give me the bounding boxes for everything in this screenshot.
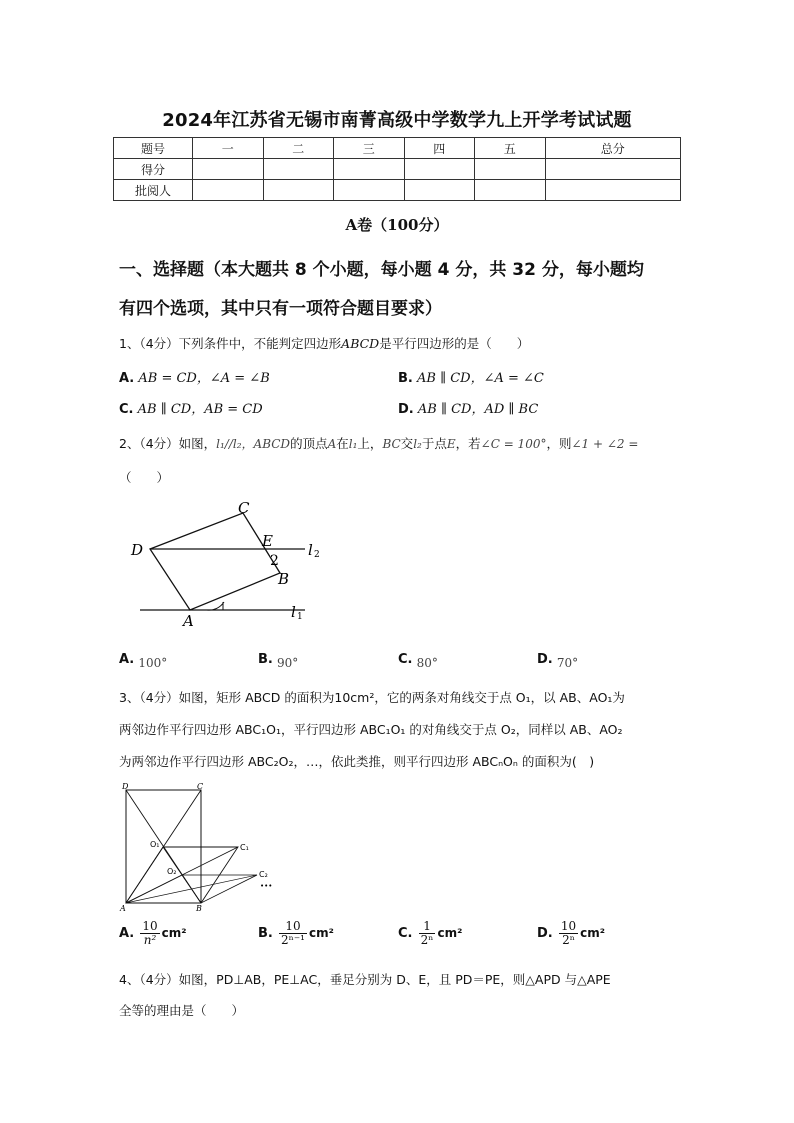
q2-option-b[interactable] [258, 652, 299, 670]
reviewer-cell [263, 180, 334, 201]
q2-text: 2、（4分）如图， [119, 436, 217, 451]
fig-label-b: B [196, 904, 202, 913]
q2-text: 上， [357, 436, 383, 451]
fig-label-a: A [183, 612, 194, 630]
fig-label-l2-sub: 2 [314, 550, 320, 560]
section-heading-line2: 有四个选项，其中只有一项符合题目要求） [119, 299, 442, 319]
header-cell: 总分 [545, 138, 681, 159]
q3-figure [118, 780, 283, 915]
question-3-line3: 为两邻边作平行四边形 ABC₂O₂，…，依此类推，则平行四边形 ABCₙOₙ 的面积为( ) [119, 754, 595, 769]
header-cell: 题号 [114, 138, 193, 159]
option-label: B. [258, 926, 273, 941]
score-cell [263, 159, 334, 180]
score-cell [334, 159, 405, 180]
fraction-denominator: 2ⁿ [420, 933, 434, 947]
score-cell [545, 159, 681, 180]
section-heading-line1: 一、选择题（本大题共 8 个小题，每小题 4 分，共 32 分，每小题均 [119, 260, 644, 280]
q1-option-a[interactable] [119, 367, 270, 386]
fraction-denominator: 2ⁿ⁻¹ [281, 933, 305, 947]
fraction-denominator: 2ⁿ [562, 933, 575, 947]
option-label: A. [119, 371, 135, 386]
option-text: 100° [138, 656, 168, 670]
fraction [140, 920, 159, 947]
q3-option-a[interactable] [119, 920, 187, 947]
option-label: B. [258, 652, 273, 667]
option-text: AB ∥ CD，AD ∥ BC [417, 402, 539, 417]
option-label: C. [398, 926, 413, 941]
option-unit: cm² [161, 926, 187, 940]
question-1-stem [119, 334, 529, 352]
q1-stem-end: 是平行四边形的是（ ） [379, 336, 530, 351]
option-label: C. [119, 402, 134, 417]
option-label: D. [537, 652, 553, 667]
q2-text: ，则 [546, 436, 572, 451]
score-table-header-row [114, 138, 681, 159]
option-label: A. [119, 652, 135, 667]
header-cell: 一 [193, 138, 264, 159]
fig-label-c: C [197, 782, 204, 791]
fig-label-e: E [262, 532, 273, 550]
question-3-line1: 3、（4分）如图，矩形 ABCD 的面积为10cm²，它的两条对角线交于点 O₁，以 AB、AO₁为 [119, 690, 625, 705]
fig-label-c1: C₁ [240, 843, 249, 852]
q1-option-b[interactable] [398, 367, 544, 386]
fig-label-b: B [278, 570, 290, 588]
row-label: 批阅人 [114, 180, 193, 201]
fig-label-a: A [120, 904, 126, 913]
fig-label-2: 2 [270, 553, 279, 569]
option-label: D. [398, 402, 414, 417]
fraction-numerator: 1 [419, 920, 436, 934]
option-text: AB ∥ CD，∠A = ∠C [417, 371, 544, 386]
q2-math: E [446, 437, 456, 451]
fraction-numerator: 10 [142, 919, 158, 933]
score-cell [404, 159, 475, 180]
q1-math: ABCD [341, 336, 380, 351]
parallelogram-abcd [150, 513, 280, 610]
fraction-numerator: 10 [279, 920, 307, 934]
question-2-stem [119, 434, 638, 452]
q3-option-c[interactable] [398, 920, 462, 947]
fig-label-l1-sub: 1 [297, 612, 303, 622]
q2-math: ∠1 + ∠2 = [571, 437, 639, 451]
q2-text: ，若 [455, 436, 481, 451]
score-row [114, 159, 681, 180]
q3-option-b[interactable] [258, 920, 334, 947]
option-label: A. [119, 926, 135, 941]
fig-label-l1: l [291, 603, 296, 621]
q2-text: 的顶点 [290, 436, 328, 451]
fig-label-d: D [131, 541, 144, 559]
option-unit: cm² [580, 926, 606, 940]
reviewer-row [114, 180, 681, 201]
fraction-numerator: 10 [560, 919, 577, 933]
reviewer-cell [545, 180, 681, 201]
q3-option-d[interactable] [537, 920, 605, 947]
header-cell: 五 [475, 138, 546, 159]
score-cell [193, 159, 264, 180]
q2-math: ∠C = 100° [480, 437, 547, 451]
question-3-line2: 两邻边作平行四边形 ABC₁O₁，平行四边形 ABC₁O₁ 的对角线交于点 O₂，同样以 AB、AO₂ [119, 722, 623, 737]
option-label: B. [398, 371, 413, 386]
q2-math: A [327, 437, 337, 451]
angle-1-arc [207, 602, 224, 610]
q1-option-d[interactable] [398, 398, 538, 417]
q1-stem-text: 1、（4分）下列条件中，不能判定四边形 [119, 336, 342, 351]
option-text: AB = CD，∠A = ∠B [138, 371, 270, 386]
fig-label-l2: l [308, 541, 313, 559]
fraction [559, 920, 578, 947]
option-text: 70° [556, 656, 579, 670]
option-unit: cm² [308, 926, 334, 940]
fig-label-c2: C₂ [259, 870, 268, 879]
option-text: 90° [277, 656, 299, 670]
score-cell [475, 159, 546, 180]
q2-figure [125, 495, 335, 635]
reviewer-cell [334, 180, 405, 201]
q2-math: l₁ [348, 437, 358, 451]
fig-label-o1: O₁ [150, 840, 160, 849]
q1-option-c[interactable] [119, 398, 263, 417]
q2-text: 在 [336, 436, 349, 451]
reviewer-cell [404, 180, 475, 201]
fraction-denominator: n² [143, 933, 157, 947]
question-4-line1: 4、（4分）如图，PD⊥AB，PE⊥AC，垂足分别为 D、E，且 PD＝PE，则△APD 与△APE [119, 972, 611, 987]
reviewer-cell [193, 180, 264, 201]
fig-label-c: C [238, 499, 250, 517]
header-cell: 三 [334, 138, 405, 159]
option-text: AB ∥ CD，AB = CD [137, 402, 263, 417]
score-table [113, 137, 681, 201]
fig-label-d: D [122, 782, 129, 791]
row-label: 得分 [114, 159, 193, 180]
q2-answer-paren: （ ） [119, 470, 170, 485]
q2-text: 交 [400, 436, 414, 451]
exam-title: 2024年江苏省无锡市南菁高级中学数学九上开学考试试题 [162, 110, 632, 131]
header-cell: 四 [404, 138, 475, 159]
header-cell: 二 [263, 138, 334, 159]
option-label: D. [537, 926, 553, 941]
volume-heading: A卷（100分） [345, 216, 449, 234]
diagonal-o2b [182, 875, 201, 903]
option-label: C. [398, 652, 413, 667]
fig-label-o2: O₂ [167, 867, 177, 876]
option-unit: cm² [437, 926, 463, 940]
reviewer-cell [475, 180, 546, 201]
q2-math: l₂ [413, 437, 422, 451]
q2-option-d[interactable] [537, 652, 579, 670]
q2-option-a[interactable] [119, 652, 168, 670]
fraction [419, 920, 436, 947]
fraction [279, 920, 307, 947]
q2-option-c[interactable] [398, 652, 438, 670]
fig-label-dots: ••• [260, 882, 273, 890]
q2-text: 于点 [421, 436, 447, 451]
option-text: 80° [416, 656, 438, 670]
q2-math: BC [382, 437, 401, 451]
q2-math: l₁//l₂，ABCD [216, 437, 291, 451]
question-4-line2: 全等的理由是（ ） [119, 1003, 245, 1018]
